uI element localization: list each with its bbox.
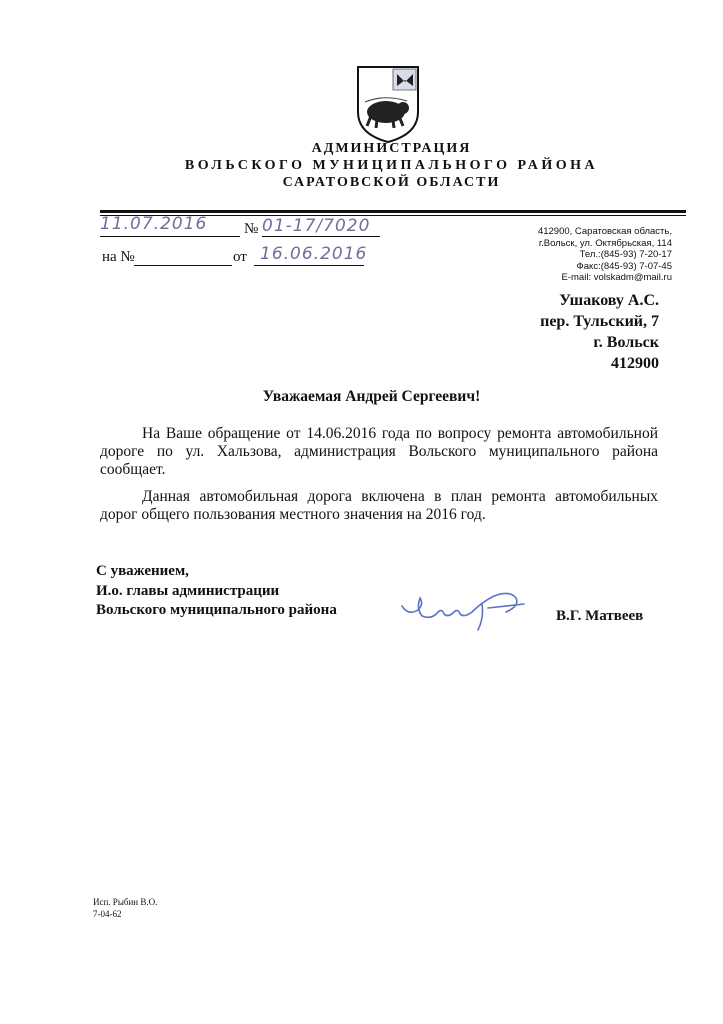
- recipient-block: [540, 290, 659, 374]
- outgoing-date: 11.07.2016: [100, 214, 208, 234]
- signer-name: В.Г. Матвеев: [556, 608, 644, 624]
- incoming-date: 16.06.2016: [260, 244, 368, 264]
- reply-to-label: на №: [102, 249, 135, 265]
- signer-organization: Вольского муниципального района: [96, 602, 337, 618]
- recipient-name: Ушакову А.С.: [559, 292, 659, 309]
- incoming-date-underline: [254, 265, 364, 266]
- from-label: от: [233, 249, 247, 265]
- number-label: №: [244, 221, 259, 237]
- fax-line: Факс:(845-93) 7-07-45: [576, 260, 672, 272]
- recipient-city: г. Вольск: [593, 334, 659, 351]
- body-paragraph-1: На Ваше обращение от 14.06.2016 года по вопросу ремонта автомобильной дороге по ул. Хальзова, администрация Вольского муниципального района сообщает.: [100, 425, 658, 478]
- address-line: 412900, Саратовская область,: [537, 226, 672, 237]
- recipient-street: пер. Тульский, 7: [540, 313, 659, 330]
- greeting: Уважаемая Андрей Сергеевич!: [262, 388, 481, 405]
- org-name-line1: АДМИНИСТРАЦИЯ: [311, 141, 472, 156]
- reply-number-underline: [134, 265, 232, 266]
- handwritten-signature: [398, 586, 533, 634]
- outgoing-number-underline: [262, 236, 380, 237]
- executor-block: [93, 896, 157, 920]
- executor-phone: 7-04-62: [93, 909, 122, 919]
- org-name-line2: ВОЛЬСКОГО МУНИЦИПАЛЬНОГО РАЙОНА: [184, 158, 599, 173]
- email-line: E-mail: volskadm@mail.ru: [561, 272, 672, 283]
- outgoing-date-underline: [100, 236, 240, 237]
- coat-of-arms-emblem: [355, 64, 421, 144]
- body-paragraph-2: Данная автомобильная дорога включена в план ремонта автомобильных дорог общего пользования местного значения на 2016 год.: [100, 488, 658, 523]
- org-address-block: [538, 226, 672, 284]
- closing-block: [96, 562, 337, 621]
- address-line: г.Вольск, ул. Октябрьская, 114: [538, 237, 672, 249]
- recipient-postcode: 412900: [611, 355, 659, 372]
- executor-name: Исп. Рыбин В.О.: [93, 897, 158, 907]
- outgoing-number: 01-17/7020: [262, 216, 371, 236]
- closing-salutation: С уважением,: [96, 563, 189, 579]
- org-name-line3: САРАТОВСКОЙ ОБЛАСТИ: [282, 175, 501, 190]
- phone-line: Тел.:(845-93) 7-20-17: [579, 249, 672, 260]
- signer-position: И.о. главы администрации: [96, 582, 280, 599]
- header-divider-thick: [100, 210, 686, 213]
